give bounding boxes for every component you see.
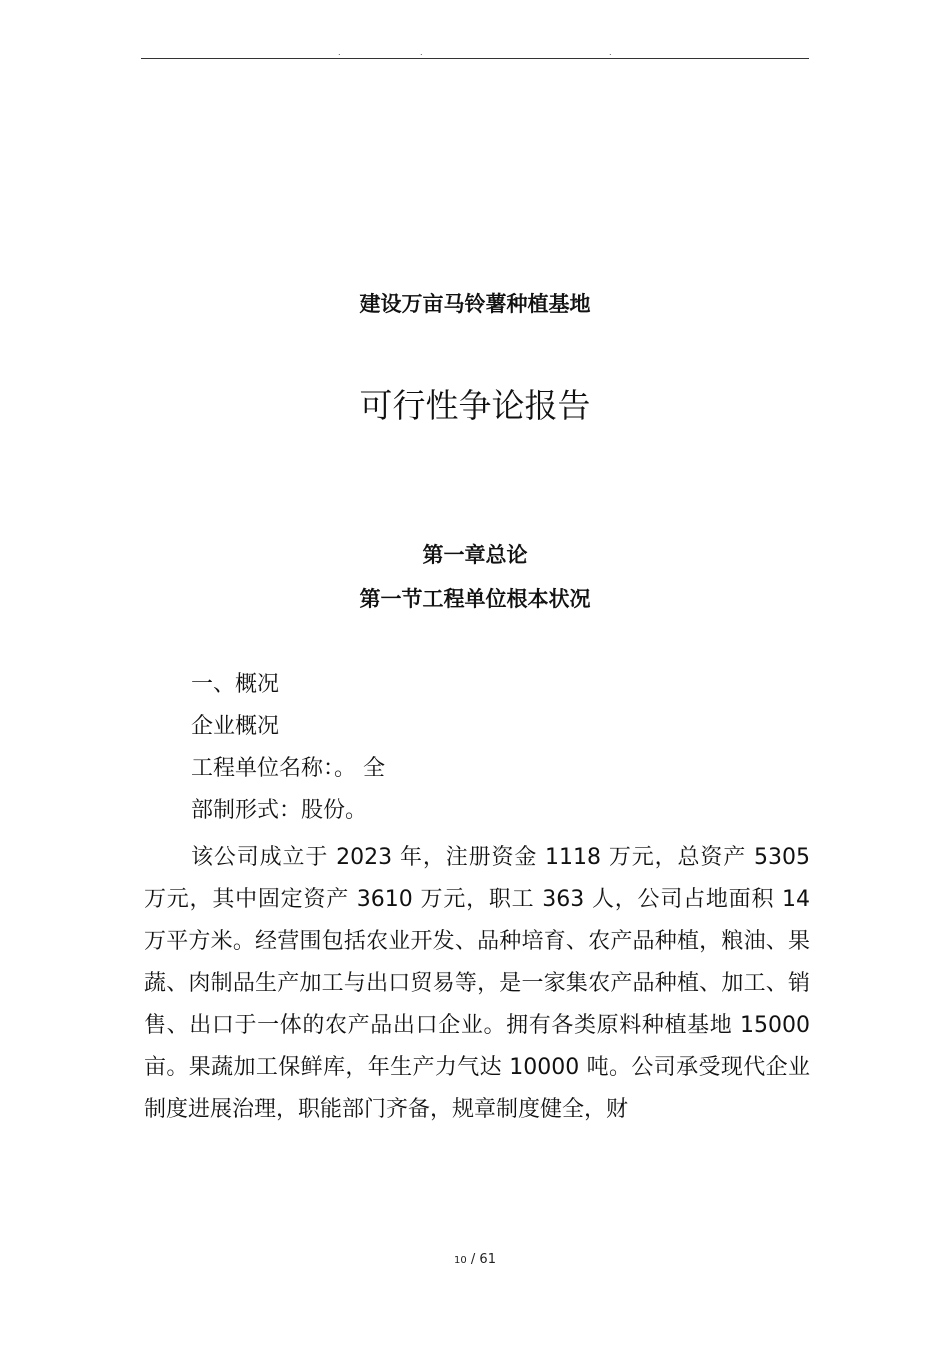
company-overview-label: 企业概况 bbox=[191, 714, 280, 739]
document-subtitle: 可行性争论报告 bbox=[359, 386, 591, 425]
company-description-paragraph: 该公司成立于 2023 年，注册资金 1118 万元，总资产 5305 万元，其中固定资产 3610 万元，职工 363 人，公司占地面积 14 万平方米。经营围包括农业开发、品种培育、农产品种植，粮油、果蔬、肉制品生产加工与出口贸易等，是一家集农产品种植、加工、销售、出口于一体的农产品出口企业。拥有各类原料种植基地 15000 亩。果蔬加工保鲜库，年生产力气达 10000 吨。公司承受现代企业制度进展治理，职能部门齐备，规章制度健全，财 bbox=[144, 845, 810, 1122]
overview-heading: 一、概况 bbox=[191, 672, 280, 697]
page-separator: / bbox=[470, 1252, 476, 1267]
total-pages: 61 bbox=[479, 1252, 496, 1267]
header-rule bbox=[141, 58, 809, 59]
document-title: 建设万亩马铃薯种植基地 bbox=[359, 292, 591, 316]
current-page: 10 bbox=[454, 1255, 467, 1266]
header-dot: . bbox=[609, 48, 612, 57]
ownership-line: 部制形式：股份。 bbox=[191, 798, 368, 823]
section-heading: 第一节工程单位根本状况 bbox=[359, 587, 591, 611]
chapter-heading: 第一章总论 bbox=[422, 543, 528, 567]
unit-name-line: 工程单位名称：。 全 bbox=[191, 756, 385, 781]
page-number bbox=[0, 1251, 950, 1270]
header-dot: . bbox=[338, 48, 341, 57]
header-dot: . bbox=[420, 48, 423, 57]
